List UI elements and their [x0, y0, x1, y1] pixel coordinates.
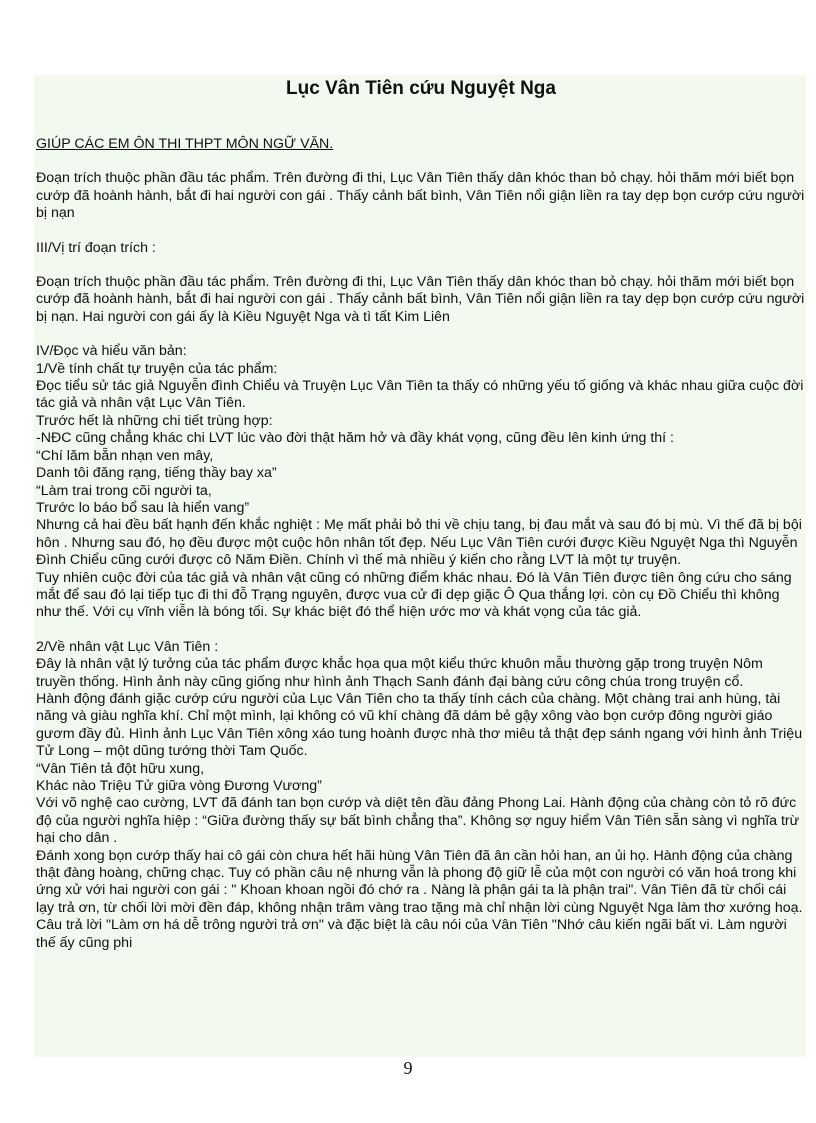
spacer — [36, 223, 806, 240]
paragraph: Với võ nghệ cao cường, LVT đã đánh tan bọn cướp và diệt tên đầu đảng Phong Lai. Hành động của chàng còn tỏ rõ đức độ của người nghĩa hiệp : “Giữa đường thấy sự bất bình chẳng tha”. Không sợ nguy hiểm Vân Tiên sẵn sàng vì nghĩa trừ hại cho dân . — [36, 795, 800, 847]
verse-line: “Chí lăm bẵn nhạn ven mây, — [36, 447, 214, 464]
verse-line: Trước lo báo bổ sau là hiển vang” — [36, 499, 250, 516]
spacer — [36, 257, 806, 274]
part2-heading: 2/Về nhân vật Lục Vân Tiên : — [36, 638, 219, 655]
paragraph: Hành động đánh giặc cướp cứu người của Lục Vân Tiên cho ta thấy tính cách của chàng. Một chàng trai anh hùng, tài năng và giàu nghĩa khí. Chỉ một mình, lại không có vũ khí chàng đã dám bẻ gậy xông vào bọn cướp đông người giáo gươm đầy đủ. Hình ảnh Lục Vân Tiên xông xáo tung hoành được nhà thơ miêu tả thật đẹp sánh ngang với hình ảnh Triệu Tử Long – một dũng tướng thời Tam Quốc. — [36, 690, 803, 760]
intro-paragraph: Đoạn trích thuộc phần đầu tác phẩm. Trên đường đi thi, Lục Vân Tiên thấy dân khóc than bỏ chạy. hỏi thăm mới biết bọn cướp đã hoành hành, bắt đi hai người con gái . Thấy cảnh bất bình, Vân Tiên nổi giận liền ra tay dẹp bọn cướp cứu người bị nạn — [36, 170, 805, 222]
paragraph: Đọc tiểu sử tác giả Nguyễn đình Chiểu và Truyện Lục Vân Tiên ta thấy có những yếu tố giống và khác nhau giữa cuộc đời tác giả và nhân vật Lục Vân Tiên. — [36, 378, 804, 412]
verse-line: Danh tôi đăng rạng, tiếng thầy bay xa” — [36, 465, 277, 482]
paragraph: Đây là nhân vật lý tưởng của tác phẩm được khắc họa qua một kiểu thức khuôn mẫu thường gặp trong truyện Nôm truyền thống. Hình ảnh này cũng giống như hình ảnh Thạch Sanh đánh đại bàng cứu công chúa trong truyện cổ. — [36, 656, 763, 690]
paragraph: Trước hết là những chi tiết trùng hợp: — [36, 412, 273, 429]
paragraph: Đánh xong bọn cướp thấy hai cô gái còn chưa hết hãi hùng Vân Tiên đã ân cần hỏi han, an ủi họ. Hành động của chàng thật đàng hoàng, chững chạc. Tuy có phần câu nệ nhưng vẫn là phong độ giữ lễ của một con người có văn hoá trong khi ứng xử với hai người con gái : " Khoan khoan ngồi đó chớ ra . Nàng là phận gái ta là phận trai". Vân Tiên đã từ chối cái lạy trả ơn, từ chối lời mời đền đáp, không nhận trâm vàng trao tặng mà chỉ nhận lời cùng Nguyệt Nga làm thơ xướng hoạ. Câu trả lời "Làm ơn há dễ trông người trả ơn" và đặc biệt là câu nói của Vân Tiên "Nhớ câu kiến ngãi bất vi. Làm người thế ấy cũng phi — [36, 847, 803, 951]
section3-heading: III/Vị trí đoạn trích : — [36, 239, 156, 256]
verse-line: Khác nào Triệu Tử giữa vòng Đương Vương” — [36, 778, 322, 794]
spacer — [36, 622, 806, 639]
section4-heading: IV/Đọc và hiểu văn bản: — [36, 343, 187, 360]
paragraph: -NĐC cũng chẳng khác chi LVT lúc vào đời thật hăm hở và đầy khát vọng, cũng đều lên kinh ứng thí : — [36, 430, 674, 447]
spacer — [36, 326, 806, 343]
paragraph: Nhưng cả hai đều bất hạnh đến khắc nghiệt : Mẹ mất phải bỏ thi về chịu tang, bị đau mắt và sau đó bị mù. Vì thế đã bị bội hôn . Nhưng sau đó, họ đều được một cuộc hôn nhân tốt đẹp. Nếu Lục Vân Tiên cưới được Kiều Nguyệt Nga thì Nguyễn Đình Chiểu cũng cưới được cô Năm Điền. Chính vì thế mà nhiều ý kiến cho rằng LVT là một tự truyện. — [36, 517, 802, 569]
paragraph: Tuy nhiên cuộc đời của tác giả và nhân vật cũng có những điểm khác nhau. Đó là Vân Tiên được tiên ông cứu cho sáng mắt để sau đó lại tiếp tục đi thi đỗ Trạng nguyên, được vua cử đi dẹp giặc Ô Qua thắng lợi. còn cụ Đồ Chiểu thì không như thế. Với cụ vĩnh viễn là bóng tối. Sự khác biệt đó thể hiện ước mơ và khát vọng của tác giả. — [36, 569, 792, 621]
spacer — [36, 153, 806, 170]
verse-line: “Làm trai trong cõi người ta, — [36, 482, 212, 499]
section3-paragraph: Đoạn trích thuộc phần đầu tác phẩm. Trên đường đi thi, Lục Vân Tiên thấy dân khóc than bỏ chạy. hỏi thăm mới biết bọn cướp đã hoành hành, bắt đi hai người con gái . Thấy cảnh bất bình, Vân Tiên nổi giận liền ra tay dẹp bọn cướp cứu người bị nạn. Hai người con gái ấy là Kiều Nguyệt Nga và tì tất Kim Liên — [36, 274, 805, 325]
document-title: Lục Vân Tiên cứu Nguyệt Nga — [286, 78, 556, 99]
document-body — [36, 76, 806, 952]
page-number: 9 — [403, 1058, 413, 1078]
verse-line: “Vân Tiên tả đột hữu xung, — [36, 760, 205, 777]
document-subtitle: GIÚP CÁC EM ÔN THI THPT MÔN NGỮ VĂN. — [36, 136, 334, 152]
part1-heading: 1/Về tính chất tự truyện của tác phẩm: — [36, 360, 278, 377]
